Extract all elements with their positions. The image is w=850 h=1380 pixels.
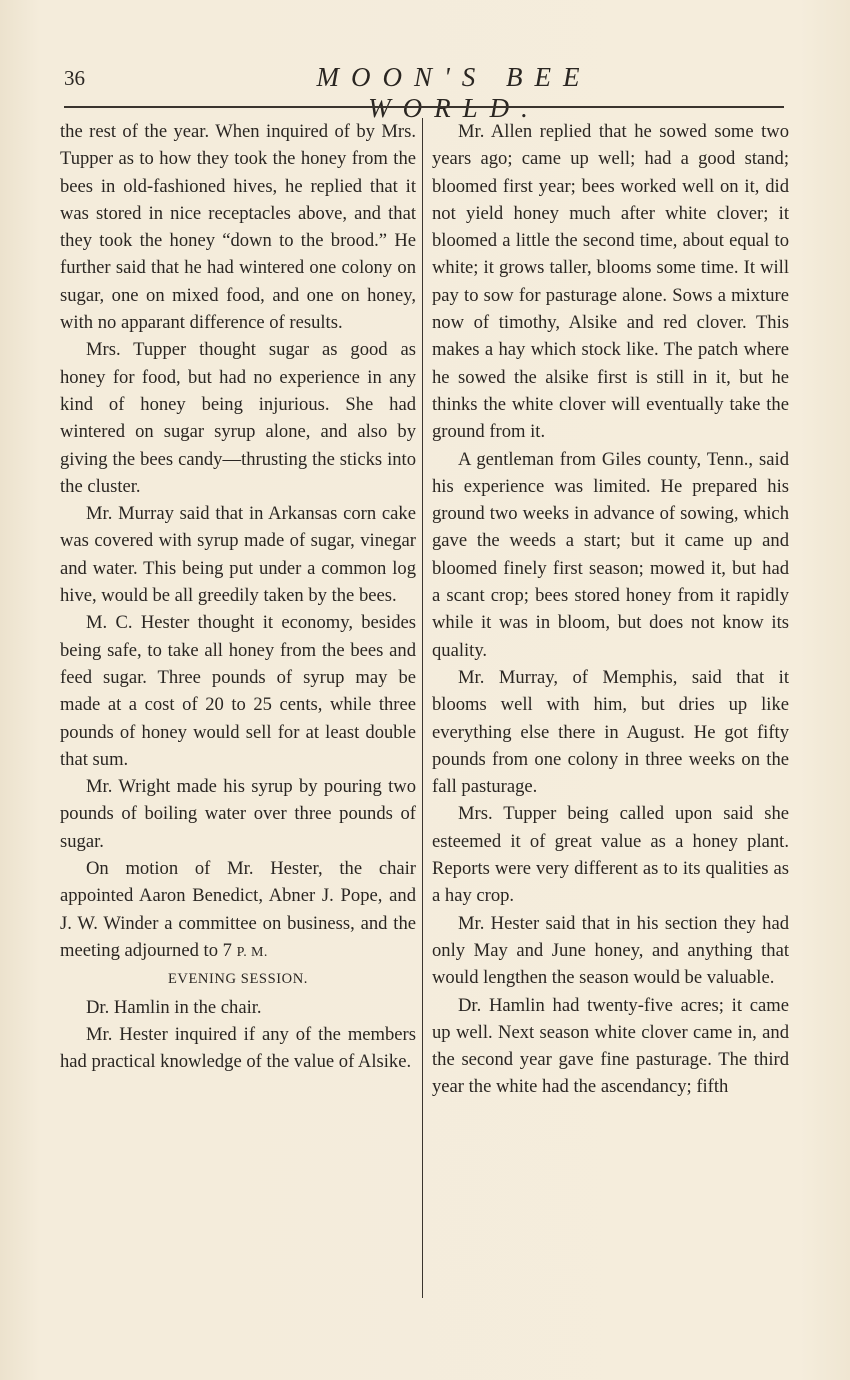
page-header xyxy=(64,62,784,123)
paragraph: Mrs. Tupper being called upon said she esteemed it of great value as a honey plant. Reports were very different as to its qualities as a hay crop. xyxy=(432,803,789,907)
section-heading: EVENING SESSION. xyxy=(167,971,309,988)
paragraph: Mr. Murray said that in Arkansas corn cake was covered with syrup made of sugar, vinegar and water. This being put under a common log hive, would be all greedily taken by the bees. xyxy=(60,503,416,607)
paragraph: Mr. Allen replied that he sowed some two years ago; came up well; had a good stand; bloomed first year; bees worked well on it, did not yield honey much after white clover; it bloomed a little the second time, about equal to white; it grows taller, blooms some time. It will pay to sow for pasturage alone. Sows a mixture now of timothy, Alsike and red clover. This makes a hay which stock like. The patch where he sowed the alsike first is still in it, but he thinks the white clover will eventually take the ground from it. xyxy=(432,121,789,443)
paragraph: Dr. Hamlin had twenty-five acres; it came up well. Next season white clover came in, and the second year gave fine pasturage. The third year the white had the ascendancy; fifth xyxy=(432,994,789,1098)
right-column xyxy=(432,118,789,1101)
paragraph: Mrs. Tupper thought sugar as good as honey for food, but had no experience in any kind of honey being injurious. She had wintered on sugar syrup alone, and also by giving the bees candy—thrusting the sticks into the cluster. xyxy=(60,339,416,497)
paragraph: Dr. Hamlin in the chair. xyxy=(86,996,262,1018)
time-notation: P. M. xyxy=(236,944,268,960)
paragraph: Mr. Hester inquired if any of the members had practical knowledge of the value of Alsike. xyxy=(60,1023,416,1073)
running-title: MOON'S BEE WORLD. xyxy=(316,62,592,123)
paragraph: Mr. Murray, of Memphis, said that it blooms well with him, but dries up like everything else there in August. He got fifty pounds from one colony in three weeks on the fall pasturage. xyxy=(432,666,789,798)
paragraph xyxy=(60,855,416,966)
paragraph: Mr. Hester said that in his section they had only May and June honey, and anything that would lengthen the season would be valuable. xyxy=(432,912,789,989)
paragraph: the rest of the year. When inquired of by Mrs. Tupper as to how they took the honey from the bees in old-fashioned hives, he replied that it was stored in nice receptacles above, and that they took the honey “down to the brood.” He further said that he had wintered one colony on sugar, one on mixed food, and one on honey, with no apparant difference of results. xyxy=(60,121,416,334)
column-divider xyxy=(422,118,423,1298)
page-number: 36 xyxy=(64,66,85,90)
paragraph: Mr. Wright made his syrup by pouring two pounds of boiling water over three pounds of sugar. xyxy=(60,776,416,852)
header-rule xyxy=(64,106,784,108)
left-column xyxy=(60,118,416,1075)
paragraph: A gentleman from Giles county, Tenn., said his experience was limited. He prepared his ground two weeks in advance of sowing, which gave the weeds a start; but it came up and bloomed finely first season; mowed it, but had a scant crop; bees stored honey from it rapidly while it was in bloom, but does not know its quality. xyxy=(432,448,789,661)
paragraph-text: On motion of Mr. Hester, the chair appointed Aaron Benedict, Abner J. Pope, and J. W. Winder a committee on business, and the meeting adjourned to 7 xyxy=(60,858,416,961)
paragraph: M. C. Hester thought it economy, besides being safe, to take all honey from the bees and feed sugar. Three pounds of syrup may be made at a cost of 20 to 25 cents, while three pounds of honey would sell for at least double that sum. xyxy=(60,612,416,770)
